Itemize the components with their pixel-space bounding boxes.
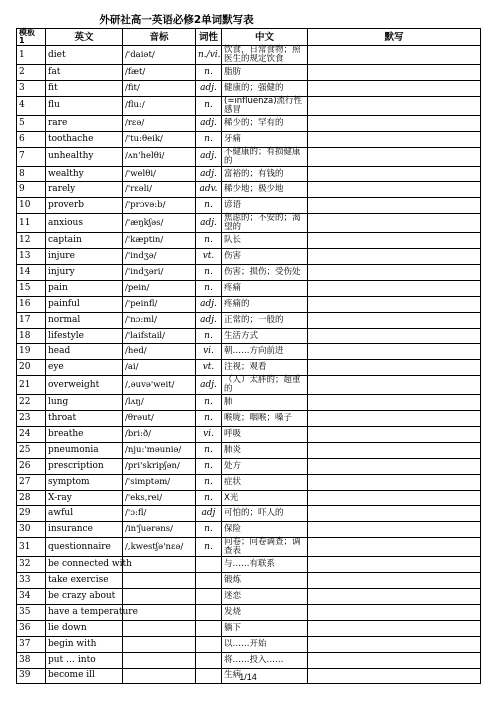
part-of-speech: n./vi. (196, 46, 222, 65)
table-row (17, 506, 481, 522)
english-word: lie down (46, 620, 123, 636)
row-number: 28 (17, 490, 46, 506)
part-of-speech (196, 652, 222, 668)
chinese-meaning: 肺炎 (222, 442, 308, 458)
phonetic: /in'ʃuərəns/ (123, 522, 196, 538)
table-row (17, 214, 481, 233)
dictation-cell[interactable] (308, 312, 481, 328)
english-word: fat (46, 65, 123, 81)
dictation-cell[interactable] (308, 233, 481, 249)
vocabulary-sheet (16, 13, 480, 684)
part-of-speech (196, 604, 222, 620)
part-of-speech: n. (196, 131, 222, 147)
row-number: 11 (17, 214, 46, 233)
row-number: 26 (17, 458, 46, 474)
phonetic: /'eks,rei/ (123, 490, 196, 506)
dictation-cell[interactable] (308, 80, 481, 96)
row-number: 36 (17, 620, 46, 636)
phonetic: /ʌn'helθi/ (123, 147, 196, 166)
english-word: painful (46, 296, 123, 312)
phonetic: /rɛə/ (123, 115, 196, 131)
row-number: 16 (17, 296, 46, 312)
dictation-cell[interactable] (308, 573, 481, 589)
header-row (17, 29, 481, 46)
part-of-speech (196, 620, 222, 636)
chinese-meaning: 朝……方向前进 (222, 344, 308, 360)
english-word: pain (46, 280, 123, 296)
row-number: 10 (17, 198, 46, 214)
chinese-meaning: 生病 (222, 668, 308, 684)
phonetic: /'tu:θeik/ (123, 131, 196, 147)
part-of-speech: n. (196, 96, 222, 115)
chinese-meaning: （人）太胖的；超重的 (222, 376, 308, 395)
row-number: 1 (17, 46, 46, 65)
dictation-cell[interactable] (308, 182, 481, 198)
row-number: 6 (17, 131, 46, 147)
chinese-meaning: 牙痛 (222, 131, 308, 147)
dictation-cell[interactable] (308, 474, 481, 490)
phonetic (123, 589, 196, 605)
dictation-cell[interactable] (308, 344, 481, 360)
vocabulary-table (16, 13, 481, 684)
table-row (17, 360, 481, 376)
part-of-speech: adj. (196, 80, 222, 96)
table-row (17, 198, 481, 214)
part-of-speech (196, 589, 222, 605)
table-row (17, 249, 481, 265)
table-row (17, 96, 481, 115)
table-row (17, 182, 481, 198)
row-number: 27 (17, 474, 46, 490)
row-number: 30 (17, 522, 46, 538)
table-row (17, 265, 481, 281)
phonetic: /'rɛəli/ (123, 182, 196, 198)
row-number: 5 (17, 115, 46, 131)
english-word: proverb (46, 198, 123, 214)
row-number: 34 (17, 589, 46, 605)
chinese-meaning: 与……有联系 (222, 557, 308, 573)
part-of-speech: adv. (196, 182, 222, 198)
english-word: take exercise (46, 573, 123, 589)
phonetic (123, 557, 196, 573)
table-row (17, 573, 481, 589)
english-word: X-ray (46, 490, 123, 506)
chinese-meaning: 以……开始 (222, 636, 308, 652)
part-of-speech: n. (196, 442, 222, 458)
part-of-speech: adj. (196, 296, 222, 312)
part-of-speech: adj. (196, 312, 222, 328)
chinese-meaning: 谚语 (222, 198, 308, 214)
table-row (17, 344, 481, 360)
dictation-cell[interactable] (308, 589, 481, 605)
chinese-meaning: 焦虑的；不安的；渴望的 (222, 214, 308, 233)
table-row (17, 46, 481, 65)
table-row (17, 474, 481, 490)
phonetic: /pein/ (123, 280, 196, 296)
part-of-speech: adj. (196, 115, 222, 131)
row-number: 14 (17, 265, 46, 281)
dictation-cell[interactable] (308, 280, 481, 296)
row-number: 18 (17, 328, 46, 344)
part-of-speech: adj. (196, 214, 222, 233)
phonetic: /hed/ (123, 344, 196, 360)
english-word: normal (46, 312, 123, 328)
english-word: rarely (46, 182, 123, 198)
header-index: 模板 1 (17, 29, 46, 46)
english-word: prescription (46, 458, 123, 474)
chinese-meaning: 富裕的；有钱的 (222, 166, 308, 182)
row-number: 33 (17, 573, 46, 589)
chinese-meaning: X光 (222, 490, 308, 506)
part-of-speech: vi. (196, 427, 222, 443)
chinese-meaning: 将……投入…… (222, 652, 308, 668)
dictation-cell[interactable] (308, 166, 481, 182)
dictation-cell[interactable] (308, 490, 481, 506)
chinese-meaning: 稀少的；罕有的 (222, 115, 308, 131)
table-row (17, 636, 481, 652)
chinese-meaning: 注视；观看 (222, 360, 308, 376)
dictation-cell[interactable] (308, 636, 481, 652)
english-word: captain (46, 233, 123, 249)
dictation-cell[interactable] (308, 131, 481, 147)
row-number: 22 (17, 395, 46, 411)
table-row (17, 376, 481, 395)
row-number: 20 (17, 360, 46, 376)
chinese-meaning: 喉咙；咽喉；嗓子 (222, 411, 308, 427)
row-number: 8 (17, 166, 46, 182)
phonetic: /'laifstail/ (123, 328, 196, 344)
row-number: 2 (17, 65, 46, 81)
dictation-cell[interactable] (308, 557, 481, 573)
row-number: 15 (17, 280, 46, 296)
table-row (17, 312, 481, 328)
table-row (17, 80, 481, 96)
phonetic: /nju:'məuniə/ (123, 442, 196, 458)
phonetic: /fæt/ (123, 65, 196, 81)
chinese-meaning: 饮食，日常食物；照医生的规定饮食 (222, 46, 308, 65)
phonetic (123, 636, 196, 652)
part-of-speech (196, 636, 222, 652)
english-word: injury (46, 265, 123, 281)
table-row (17, 296, 481, 312)
english-word: insurance (46, 522, 123, 538)
table-row (17, 166, 481, 182)
table-row (17, 652, 481, 668)
phonetic: /,əuvə'weit/ (123, 376, 196, 395)
part-of-speech: n. (196, 280, 222, 296)
phonetic: /bri:ð/ (123, 427, 196, 443)
dictation-cell[interactable] (308, 214, 481, 233)
chinese-meaning: 队长 (222, 233, 308, 249)
row-number: 35 (17, 604, 46, 620)
english-word: unhealthy (46, 147, 123, 166)
english-word: put … into (46, 652, 123, 668)
part-of-speech: vi. (196, 344, 222, 360)
dictation-cell[interactable] (308, 442, 481, 458)
chinese-meaning: 锻炼 (222, 573, 308, 589)
table-row (17, 557, 481, 573)
chinese-meaning: 发烧 (222, 604, 308, 620)
chinese-meaning: 躺下 (222, 620, 308, 636)
sheet-title: 外研社高一英语必修2单词默写表 (99, 14, 254, 26)
english-word: rare (46, 115, 123, 131)
row-number: 29 (17, 506, 46, 522)
dictation-cell[interactable] (308, 506, 481, 522)
english-word: lifestyle (46, 328, 123, 344)
table-row (17, 427, 481, 443)
header-phonetic: 音标 (123, 29, 196, 46)
chinese-meaning: 肺 (222, 395, 308, 411)
english-word: be crazy about (46, 589, 123, 605)
table-row (17, 147, 481, 166)
dictation-cell[interactable] (308, 115, 481, 131)
phonetic (123, 573, 196, 589)
english-word: injure (46, 249, 123, 265)
row-number: 3 (17, 80, 46, 96)
part-of-speech: adj (196, 506, 222, 522)
english-word: symptom (46, 474, 123, 490)
row-number: 32 (17, 557, 46, 573)
dictation-cell[interactable] (308, 96, 481, 115)
chinese-meaning: 疼痛 (222, 280, 308, 296)
chinese-meaning: 脂肪 (222, 65, 308, 81)
row-number: 12 (17, 233, 46, 249)
chinese-meaning: 问卷；问卷调查；调查表 (222, 538, 308, 557)
dictation-cell[interactable] (308, 360, 481, 376)
english-word: anxious (46, 214, 123, 233)
title-row (17, 13, 481, 29)
phonetic: /'kæptin/ (123, 233, 196, 249)
chinese-meaning: 呼吸 (222, 427, 308, 443)
row-number: 4 (17, 96, 46, 115)
table-row (17, 280, 481, 296)
phonetic: /'æŋkʃəs/ (123, 214, 196, 233)
chinese-meaning: 症状 (222, 474, 308, 490)
chinese-meaning: 伤害；损伤；受伤处 (222, 265, 308, 281)
table-row (17, 411, 481, 427)
english-word: eye (46, 360, 123, 376)
part-of-speech: n. (196, 233, 222, 249)
english-word: toothache (46, 131, 123, 147)
row-number: 21 (17, 376, 46, 395)
phonetic: /'ɔ:fl/ (123, 506, 196, 522)
english-word: awful (46, 506, 123, 522)
english-word: become ill (46, 668, 123, 684)
chinese-meaning: 可怕的；吓人的 (222, 506, 308, 522)
row-number: 24 (17, 427, 46, 443)
chinese-meaning: 稀少地；极少地 (222, 182, 308, 198)
dictation-cell[interactable] (308, 458, 481, 474)
table-row (17, 490, 481, 506)
phonetic: /,kwestʃə'nɛə/ (123, 538, 196, 557)
page-number: 1/14 (239, 672, 257, 682)
phonetic: /fit/ (123, 80, 196, 96)
part-of-speech: adj. (196, 166, 222, 182)
dictation-cell[interactable] (308, 147, 481, 166)
dictation-cell[interactable] (308, 376, 481, 395)
dictation-cell[interactable] (308, 65, 481, 81)
chinese-meaning: 不健康的；有损健康的 (222, 147, 308, 166)
english-word: wealthy (46, 166, 123, 182)
phonetic: /lʌŋ/ (123, 395, 196, 411)
phonetic: /'peinfl/ (123, 296, 196, 312)
chinese-meaning: (=influenza)流行性感冒 (222, 96, 308, 115)
chinese-meaning: 正常的；一般的 (222, 312, 308, 328)
part-of-speech: n. (196, 490, 222, 506)
part-of-speech: n. (196, 411, 222, 427)
part-of-speech: n. (196, 458, 222, 474)
phonetic (123, 652, 196, 668)
part-of-speech: adj. (196, 147, 222, 166)
table-row (17, 620, 481, 636)
table-row (17, 65, 481, 81)
english-word: throat (46, 411, 123, 427)
dictation-cell[interactable] (308, 265, 481, 281)
row-number: 23 (17, 411, 46, 427)
header-dictation: 默写 (308, 29, 481, 46)
english-word: fit (46, 80, 123, 96)
table-row (17, 522, 481, 538)
part-of-speech: adj. (196, 376, 222, 395)
header-pos: 词性 (196, 29, 222, 46)
phonetic: /'indʒə/ (123, 249, 196, 265)
row-number: 17 (17, 312, 46, 328)
row-number: 31 (17, 538, 46, 557)
english-word: be connected with (46, 557, 123, 573)
english-word: diet (46, 46, 123, 65)
phonetic: /'indʒəri/ (123, 265, 196, 281)
row-number: 25 (17, 442, 46, 458)
english-word: pneumonia (46, 442, 123, 458)
dictation-cell[interactable] (308, 522, 481, 538)
phonetic (123, 620, 196, 636)
table-row (17, 458, 481, 474)
phonetic: /'nɔ:ml/ (123, 312, 196, 328)
table-row (17, 131, 481, 147)
row-number: 38 (17, 652, 46, 668)
phonetic: /θrəut/ (123, 411, 196, 427)
dictation-cell[interactable] (308, 538, 481, 557)
header-chinese: 中文 (222, 29, 308, 46)
english-word: breathe (46, 427, 123, 443)
row-number: 13 (17, 249, 46, 265)
part-of-speech (196, 557, 222, 573)
phonetic: /flu:/ (123, 96, 196, 115)
table-row (17, 395, 481, 411)
chinese-meaning: 迷恋 (222, 589, 308, 605)
dictation-cell[interactable] (308, 427, 481, 443)
chinese-meaning: 保险 (222, 522, 308, 538)
row-number: 7 (17, 147, 46, 166)
dictation-cell[interactable] (308, 604, 481, 620)
chinese-meaning: 健康的；强健的 (222, 80, 308, 96)
english-word: have a temperature (46, 604, 123, 620)
table-row (17, 604, 481, 620)
part-of-speech: n. (196, 538, 222, 557)
phonetic: /'daiət/ (123, 46, 196, 65)
table-row (17, 115, 481, 131)
table-row (17, 233, 481, 249)
part-of-speech: vt. (196, 360, 222, 376)
phonetic: /'prɔvə:b/ (123, 198, 196, 214)
part-of-speech: n. (196, 265, 222, 281)
dictation-cell[interactable] (308, 395, 481, 411)
header-english: 英文 (46, 29, 123, 46)
dictation-cell[interactable] (308, 198, 481, 214)
dictation-cell[interactable] (308, 249, 481, 265)
part-of-speech: n. (196, 522, 222, 538)
dictation-cell[interactable] (308, 328, 481, 344)
dictation-cell[interactable] (308, 411, 481, 427)
part-of-speech: n. (196, 328, 222, 344)
chinese-meaning: 处方 (222, 458, 308, 474)
table-row (17, 328, 481, 344)
row-number: 9 (17, 182, 46, 198)
row-number: 19 (17, 344, 46, 360)
chinese-meaning: 伤害 (222, 249, 308, 265)
row-number: 37 (17, 636, 46, 652)
row-number: 39 (17, 668, 46, 684)
english-word: head (46, 344, 123, 360)
part-of-speech: n. (196, 65, 222, 81)
part-of-speech: n. (196, 198, 222, 214)
part-of-speech: n. (196, 474, 222, 490)
chinese-meaning: 生活方式 (222, 328, 308, 344)
dictation-cell[interactable] (308, 652, 481, 668)
table-row (17, 589, 481, 605)
dictation-cell[interactable] (308, 296, 481, 312)
english-word: begin with (46, 636, 123, 652)
phonetic: /pri'skripʃən/ (123, 458, 196, 474)
phonetic: /'welθi/ (123, 166, 196, 182)
table-row (17, 538, 481, 557)
chinese-meaning: 疼痛的 (222, 296, 308, 312)
part-of-speech: vt. (196, 249, 222, 265)
dictation-cell[interactable] (308, 46, 481, 65)
part-of-speech (196, 573, 222, 589)
part-of-speech: n. (196, 395, 222, 411)
english-word: lung (46, 395, 123, 411)
table-row (17, 442, 481, 458)
table-body (17, 46, 481, 684)
english-word: flu (46, 96, 123, 115)
phonetic: /ai/ (123, 360, 196, 376)
english-word: questionnaire (46, 538, 123, 557)
dictation-cell[interactable] (308, 620, 481, 636)
phonetic: /'simptəm/ (123, 474, 196, 490)
english-word: overweight (46, 376, 123, 395)
